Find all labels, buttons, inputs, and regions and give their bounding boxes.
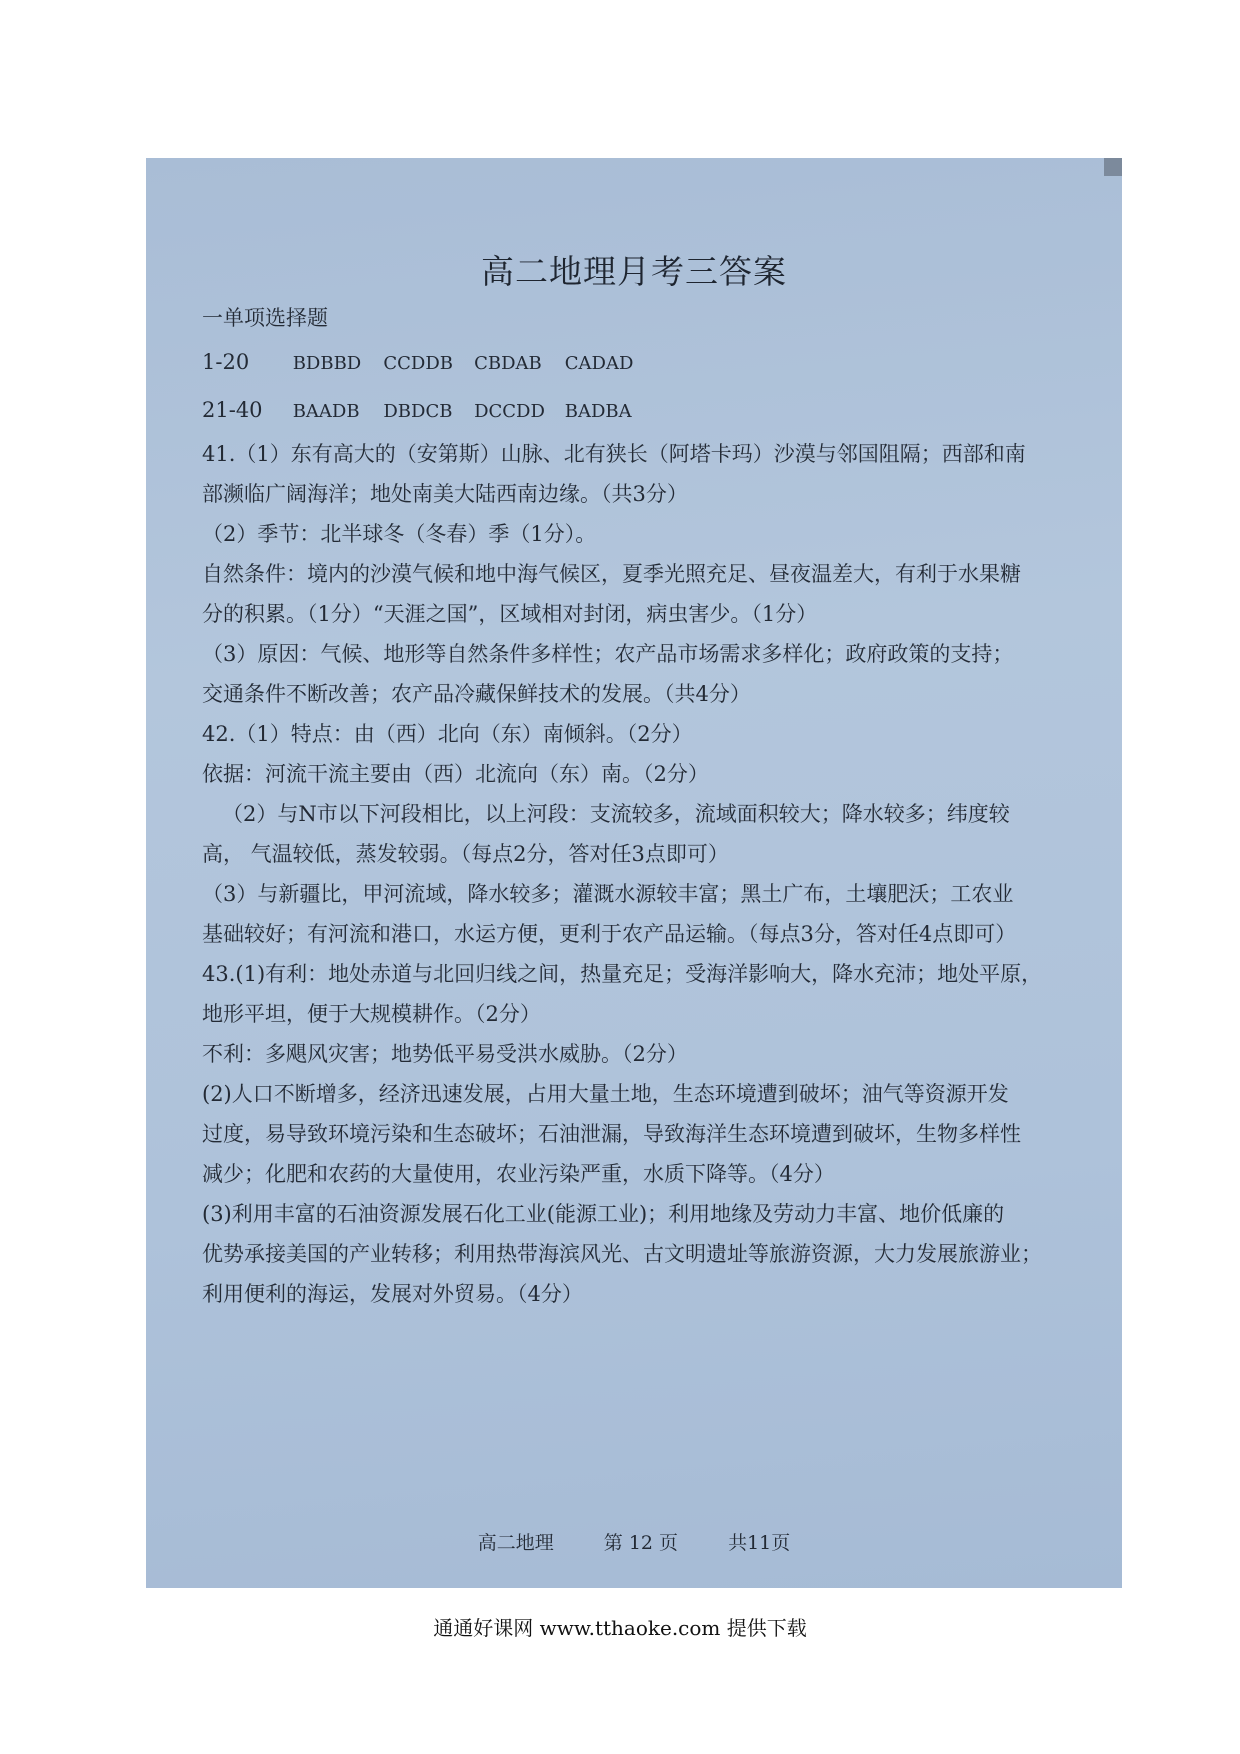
- answer-text-line: 过度，易导致环境污染和生态破坏；石油泄漏，导致海洋生态环境遭到破坏，生物多样性: [202, 1122, 1021, 1146]
- page-footer: [146, 1528, 1122, 1555]
- scanned-answer-sheet: [146, 158, 1122, 1588]
- answer-group: BDBBD: [292, 353, 362, 374]
- answer-text-line: 分的积累。（1分）“天涯之国”，区域相对封闭，病虫害少。（1分）: [202, 602, 818, 626]
- answer-text-line: （2）季节：北半球冬（冬春）季（1分）。: [202, 522, 597, 546]
- answer-text-line: 优势承接美国的产业转移；利用热带海滨风光、古文明遗址等旅游资源，大力发展旅游业；: [202, 1242, 1042, 1266]
- document-body: [202, 298, 1082, 1314]
- footer-total-pages: 共11页: [728, 1532, 791, 1554]
- answer-text-line: （2）与N市以下河段相比，以上河段：支流较多，流域面积较大；降水较多；纬度较: [222, 802, 1010, 826]
- answer-row: [202, 338, 1082, 386]
- section-heading: 一单项选择题: [202, 306, 328, 330]
- footer-subject: 高二地理: [477, 1532, 554, 1554]
- answer-text-line: （3）原因：气候、地形等自然条件多样性；农产品市场需求多样化；政府政策的支持；: [202, 642, 1014, 666]
- answer-text-line: 自然条件：境内的沙漠气候和地中海气候区，夏季光照充足、昼夜温差大，有利于水果糖: [202, 562, 1021, 586]
- answer-text-line: 依据：河流干流主要由（西）北流向（东）南。（2分）: [202, 762, 709, 786]
- answer-group: CADAD: [564, 353, 634, 374]
- answer-text-line: 42.（1）特点：由（西）北向（东）南倾斜。（2分）: [202, 722, 693, 746]
- answer-group: BAADB: [292, 401, 360, 422]
- answer-text-line: 部濒临广阔海洋；地处南美大陆西南边缘。（共3分）: [202, 482, 688, 506]
- answer-range: 1-20: [202, 350, 250, 374]
- download-watermark: 通通好课网 www.tthaoke.com 提供下载: [433, 1616, 807, 1640]
- answer-text-line: 地形平坦，便于大规模耕作。（2分）: [202, 1002, 541, 1026]
- answer-row: [202, 386, 1082, 434]
- answer-text-line: 基础较好；有河流和港口，水运方便，更利于农产品运输。（每点3分，答对任4点即可）: [202, 922, 1017, 946]
- answer-text-line: 利用便利的海运，发展对外贸易。（4分）: [202, 1282, 583, 1306]
- answer-text-line: (2)人口不断增多，经济迅速发展，占用大量土地，生态环境遭到破坏；油气等资源开发: [202, 1082, 1009, 1106]
- answer-range: 21-40: [202, 398, 263, 422]
- answer-text-line: 41.（1）东有高大的（安第斯）山脉、北有狭长（阿塔卡玛）沙漠与邻国阻隔；西部和南: [202, 442, 1026, 466]
- answer-group: DBDCB: [383, 401, 453, 422]
- document-title: 高二地理月考三答案: [481, 252, 787, 291]
- answer-text-line: 交通条件不断改善；农产品冷藏保鲜技术的发展。（共4分）: [202, 682, 751, 706]
- answer-text-line: 43.(1)有利：地处赤道与北回归线之间，热量充足；受海洋影响大，降水充沛；地处平原，: [202, 962, 1043, 986]
- answer-text-line: 减少；化肥和农药的大量使用，农业污染严重，水质下降等。（4分）: [202, 1162, 835, 1186]
- answer-group: BADBA: [564, 401, 632, 422]
- answer-group: DCCDD: [474, 401, 545, 422]
- answer-text-line: 不利：多飓风灾害；地势低平易受洪水威胁。（2分）: [202, 1042, 688, 1066]
- footer-page-number: 第 12 页: [603, 1532, 679, 1554]
- answer-text-line: (3)利用丰富的石油资源发展石化工业(能源工业)；利用地缘及劳动力丰富、地价低廉的: [202, 1202, 1005, 1226]
- answer-group: CBDAB: [474, 353, 542, 374]
- answer-group: CCDDB: [383, 353, 454, 374]
- answer-text-line: （3）与新疆比，甲河流域，降水较多；灌溉水源较丰富；黑土广布，土壤肥沃；工农业: [202, 882, 1014, 906]
- answer-text-line: 高， 气温较低，蒸发较弱。（每点2分，答对任3点即可）: [202, 842, 729, 866]
